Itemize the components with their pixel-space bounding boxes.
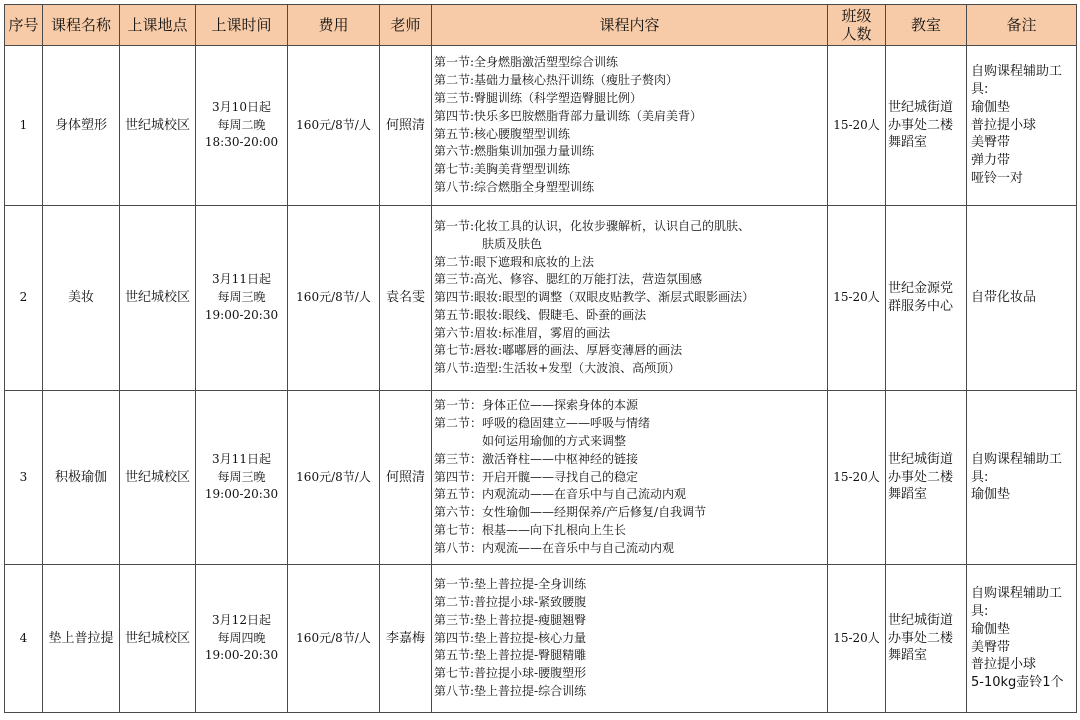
course-location: 世纪城校区 [120, 46, 196, 206]
course-note: 自购课程辅助工 具: 瑜伽垫 [967, 391, 1077, 565]
row-number: 4 [5, 565, 43, 713]
lesson-line: 第四节:快乐多巴胺燃脂背部力量训练（美肩美背） [434, 108, 703, 123]
lesson-line: 第三节：激活脊柱——中枢神经的链接 [434, 451, 639, 466]
class-size: 15-20人 [828, 46, 886, 206]
lesson-line: 第五节:垫上普拉提-臀腿精雕 [434, 648, 587, 663]
course-time: 3月10日起 每周二晚 18:30-20:00 [196, 46, 288, 206]
header-no: 序号 [5, 5, 43, 46]
lesson-line: 第一节:垫上普拉提-全身训练 [434, 577, 587, 592]
course-note: 自购课程辅助工 具: 瑜伽垫 普拉提小球 美臀带 弹力带 哑铃一对 [967, 46, 1077, 206]
table-row [5, 565, 1077, 713]
lesson-line: 第四节:垫上普拉提-核心力量 [434, 630, 587, 645]
course-name: 垫上普拉提 [43, 565, 120, 713]
row-number: 1 [5, 46, 43, 206]
lesson-line: 第五节:核心腰腹塑型训练 [434, 126, 571, 141]
lesson-line: 第五节:眼妆:眼线、假睫毛、卧蚕的画法 [434, 307, 647, 322]
lesson-line: 第七节：根基——向下扎根向上生长 [434, 522, 627, 537]
header-teacher: 老师 [380, 5, 432, 46]
table-row [5, 46, 1077, 206]
lesson-line: 第六节：女性瑜伽——经期保养/产后修复/自我调节 [434, 505, 707, 520]
lesson-line: 第六节:眉妆:标准眉，雾眉的画法 [434, 325, 611, 340]
lesson-line: 第八节:垫上普拉提-综合训练 [434, 683, 587, 698]
course-teacher: 何照清 [380, 391, 432, 565]
classroom: 世纪城街道 办事处二楼 舞蹈室 [886, 565, 967, 713]
course-name: 积极瑜伽 [43, 391, 120, 565]
course-location: 世纪城校区 [120, 391, 196, 565]
header-location: 上课地点 [120, 5, 196, 46]
header-time: 上课时间 [196, 5, 288, 46]
lesson-line: 第一节：身体正位——探索身体的本源 [434, 398, 639, 413]
lesson-line: 第二节:眼下遮瑕和底妆的上法 [434, 254, 595, 269]
classroom: 世纪城街道 办事处二楼 舞蹈室 [886, 46, 967, 206]
table-row [5, 206, 1077, 391]
lesson-line: 第八节:造型:生活妆+发型（大波浪、高颅顶） [434, 361, 681, 376]
course-content [432, 46, 828, 206]
header-classroom: 教室 [886, 5, 967, 46]
course-schedule-table [4, 4, 1077, 713]
table-row [5, 391, 1077, 565]
lesson-line: 如何运用瑜伽的方式来调整 [482, 434, 627, 448]
lesson-line: 第二节:基础力量核心热汗训练（瘦肚子赘肉） [434, 73, 679, 88]
header-fee: 费用 [288, 5, 380, 46]
course-location: 世纪城校区 [120, 206, 196, 391]
course-time: 3月11日起 每周三晚 19:00-20:30 [196, 206, 288, 391]
course-teacher: 李嘉梅 [380, 565, 432, 713]
lesson-line: 第七节:普拉提小球-腰腹塑形 [434, 666, 587, 681]
lesson-line: 第七节:唇妆:嘟嘟唇的画法、厚唇变薄唇的画法 [434, 343, 683, 358]
class-size: 15-20人 [828, 565, 886, 713]
lesson-line: 第三节:高光、修容、腮红的万能打法，营造氛围感 [434, 272, 703, 287]
header-content: 课程内容 [432, 5, 828, 46]
class-size: 15-20人 [828, 391, 886, 565]
lesson-line: 肤质及肤色 [482, 236, 543, 251]
course-teacher: 何照清 [380, 46, 432, 206]
header-class-size: 班级 人数 [828, 5, 886, 46]
class-size: 15-20人 [828, 206, 886, 391]
row-number: 2 [5, 206, 43, 391]
course-name: 美妆 [43, 206, 120, 391]
classroom: 世纪金源党 群服务中心 [886, 206, 967, 391]
header-course-name: 课程名称 [43, 5, 120, 46]
course-note: 自带化妆品 [967, 206, 1077, 391]
course-content [432, 206, 828, 391]
lesson-line: 第一节:全身燃脂激活塑型综合训练 [434, 55, 619, 70]
course-name: 身体塑形 [43, 46, 120, 206]
course-fee: 160元/8节/人 [288, 46, 380, 206]
lesson-line: 第四节:眼妆:眼型的调整（双眼皮贴教学、渐层式眼影画法） [434, 290, 755, 305]
course-fee: 160元/8节/人 [288, 206, 380, 391]
course-location: 世纪城校区 [120, 565, 196, 713]
lesson-line: 第二节:普拉提小球-紧致腰腹 [434, 595, 587, 609]
lesson-line: 第三节:臀腿训练（科学塑造臀腿比例） [434, 90, 643, 105]
lesson-line: 第五节：内观流动——在音乐中与自己流动内观 [434, 487, 687, 502]
lesson-line: 第七节:美胸美背塑型训练 [434, 162, 571, 177]
lesson-line: 第二节：呼吸的稳固建立——呼吸与情绪 [434, 416, 651, 431]
course-content [432, 565, 828, 713]
lesson-line: 第三节:垫上普拉提-瘦腿翘臀 [434, 612, 587, 627]
course-fee: 160元/8节/人 [288, 391, 380, 565]
lesson-line: 第八节：内观流——在音乐中与自己流动内观 [434, 540, 675, 555]
lesson-line: 第一节:化妆工具的认识，化妆步骤解析，认识自己的肌肤、 [434, 218, 751, 233]
course-teacher: 袁名雯 [380, 206, 432, 391]
course-time: 3月12日起 每周四晚 19:00-20:30 [196, 565, 288, 713]
lesson-line: 第六节:燃脂集训加强力量训练 [434, 144, 595, 159]
course-time: 3月11日起 每周三晚 19:00-20:30 [196, 391, 288, 565]
course-note: 自购课程辅助工 具: 瑜伽垫 美臀带 普拉提小球 5-10kg壶铃1个 [967, 565, 1077, 713]
header-row [5, 5, 1077, 46]
lesson-line: 第四节：开启开髋——寻找自己的稳定 [434, 469, 639, 484]
row-number: 3 [5, 391, 43, 565]
lesson-line: 第八节:综合燃脂全身塑型训练 [434, 179, 595, 194]
course-content [432, 391, 828, 565]
header-notes: 备注 [967, 5, 1077, 46]
classroom: 世纪城街道 办事处二楼 舞蹈室 [886, 391, 967, 565]
course-fee: 160元/8节/人 [288, 565, 380, 713]
